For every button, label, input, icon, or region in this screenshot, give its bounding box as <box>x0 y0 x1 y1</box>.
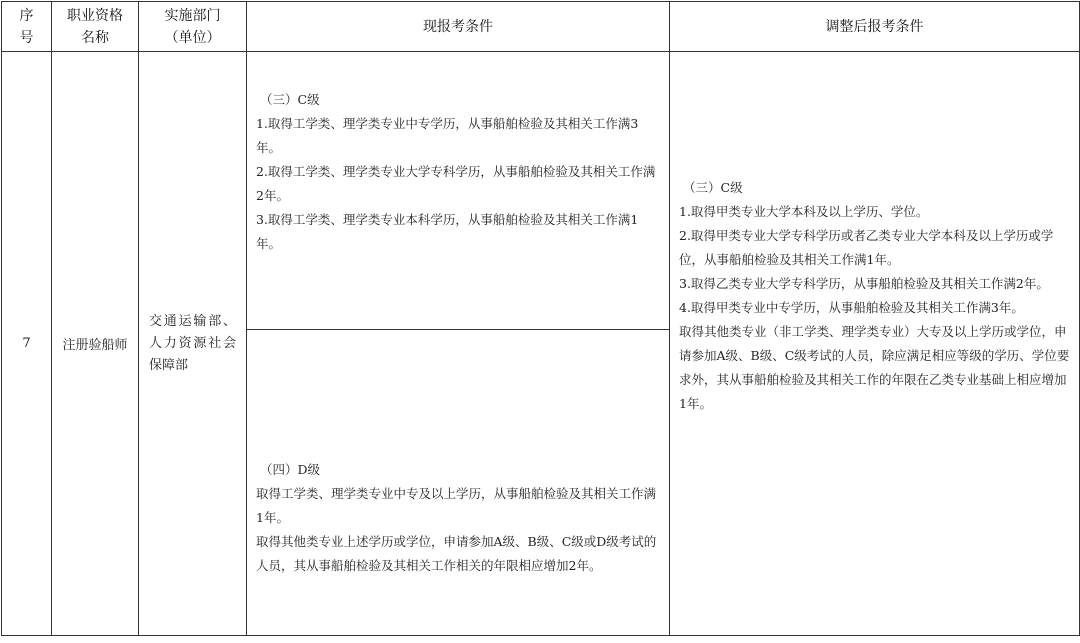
adjusted-item-1: 1.取得甲类专业大学本科及以上学历、学位。 <box>679 203 929 219</box>
header-current-conditions: 现报考条件 <box>247 2 670 52</box>
table-row <box>2 52 1080 330</box>
qualification-table <box>1 1 1080 636</box>
adjusted-item-3: 3.取得乙类专业大学专科学历，从事船舶检验及其相关工作满2年。 <box>679 275 1049 291</box>
adjusted-conditions-cell <box>670 52 1080 636</box>
adjusted-item-4: 4.取得甲类专业中专学历，从事船舶检验及其相关工作满3年。 <box>679 299 1024 315</box>
header-adjusted-conditions: 调整后报考条件 <box>670 2 1080 52</box>
header-row <box>2 2 1080 52</box>
current-c-item-2: 2.取得工学类、理学类专业大学专科学历，从事船舶检验及其相关工作满2年。 <box>256 163 656 203</box>
header-department: 实施部门 （单位） <box>139 2 247 52</box>
current-d-other-majors-note: 取得其他类专业上述学历或学位，申请参加A级、B级、C级或D级考试的人员，其从事船舶检验及其相关工作相关的年限相应增加2年。 <box>256 533 657 573</box>
current-c-item-3: 3.取得工学类、理学类专业本科学历，从事船舶检验及其相关工作满1年。 <box>256 211 639 251</box>
current-c-item-1: 1.取得工学类、理学类专业中专学历，从事船舶检验及其相关工作满3年。 <box>256 115 639 155</box>
current-d-level-cell <box>247 330 670 636</box>
current-c-level-cell <box>247 52 670 330</box>
department-cell: 交通运输部、人力资源社会保障部 <box>139 52 247 636</box>
adjusted-c-level-title: （三）C级 <box>683 179 743 195</box>
header-qualification-name: 职业资格 名称 <box>52 2 139 52</box>
current-d-item-1: 取得工学类、理学类专业中专及以上学历，从事船舶检验及其相关工作满1年。 <box>256 485 657 525</box>
qualification-name-cell: 注册验船师 <box>52 52 139 636</box>
header-seq: 序 号 <box>2 2 52 52</box>
current-c-level-title: （三）C级 <box>260 91 320 107</box>
adjusted-item-2: 2.取得甲类专业大学专科学历或者乙类专业大学本科及以上学历或学位，从事船舶检验及其相关工作满1年。 <box>679 227 1054 267</box>
seq-cell: 7 <box>2 52 52 636</box>
adjusted-other-majors-note: 取得其他类专业（非工学类、理学类专业）大专及以上学历或学位，申请参加A级、B级、C级考试的人员，除应满足相应等级的学历、学位要求外，其从事船舶检验及其相关工作的年限在乙类专业基础上相应增加1年。 <box>679 323 1070 411</box>
current-d-level-title: （四）D级 <box>260 461 321 477</box>
